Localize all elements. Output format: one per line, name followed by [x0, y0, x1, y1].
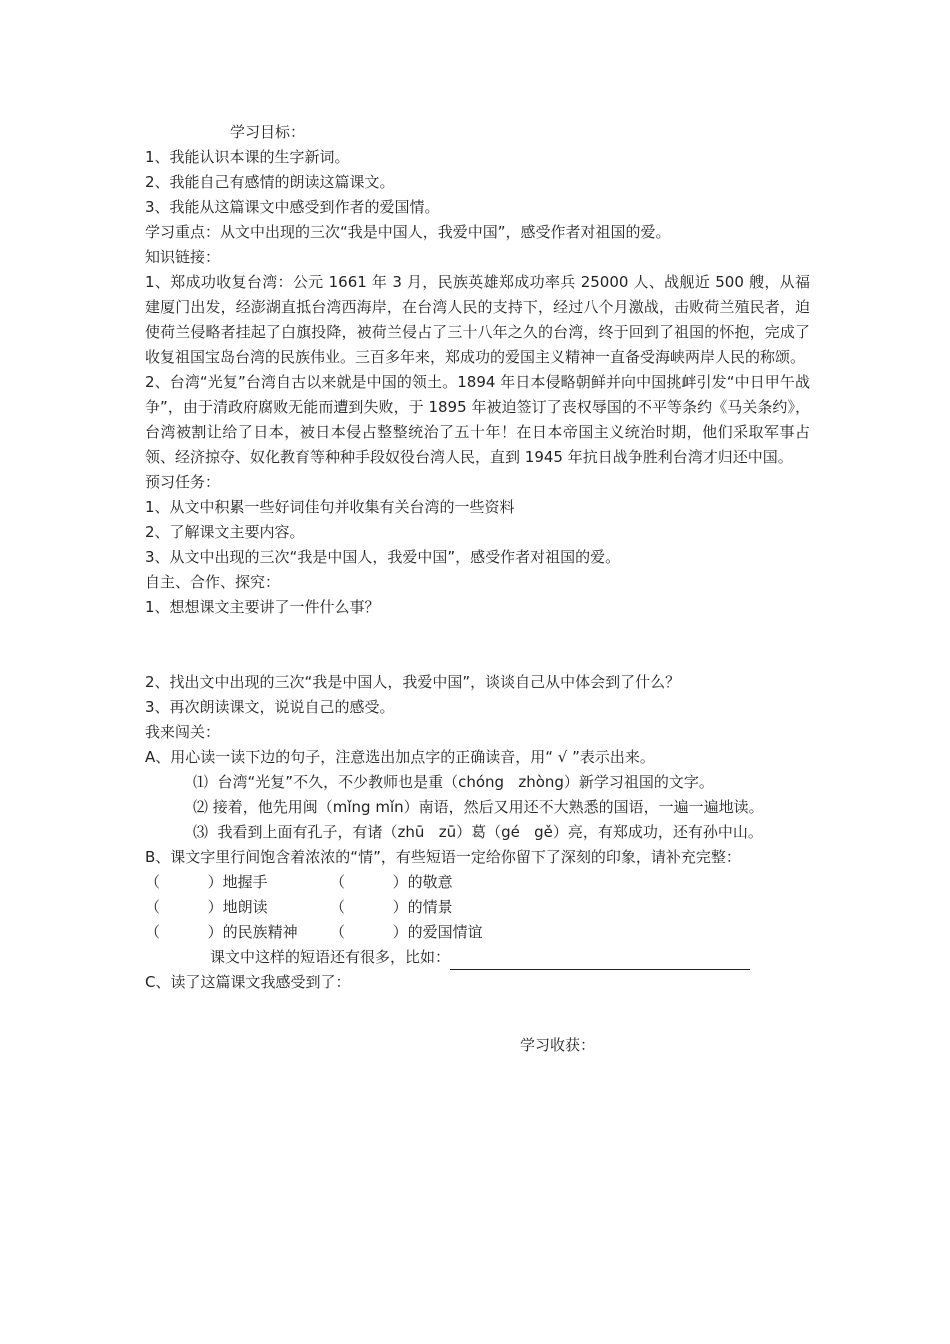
preview-item: 1、从文中积累一些好词佳句并收集有关台湾的一些资料: [145, 498, 515, 516]
knowledge-paragraph: 1、郑成功收复台湾：公元 1661 年 3 月，民族英雄郑成功率兵 25000 人、战舰近 500 艘，从福建厦门出发，经澎湖直抵台湾西海岸，在台湾人民的支持下，经过八个月激战，击败荷兰殖民者，迫使荷兰侵略者挂起了白旗投降，被荷兰侵占了三十八年之久的台湾，终于回到了祖国的怀抱，完成了收复祖国宝岛台湾的民族伟业。三百多年来，郑成功的爱国主义精神一直备受海峡两岸人民的称颂。: [145, 273, 810, 366]
fill-blank[interactable]: （ ）的情景: [330, 898, 453, 916]
more-phrases-line: [145, 945, 810, 970]
answer-space[interactable]: [145, 620, 810, 670]
fill-blank-row: [145, 920, 810, 945]
worksheet: [145, 120, 810, 1058]
fill-blank[interactable]: （ ）的爱国情谊: [330, 923, 483, 941]
answer-underline[interactable]: [450, 952, 750, 970]
part-b-instruction: B、课文字里行间饱含着浓浓的“情”，有些短语一定给你留下了深刻的印象，请补充完整：: [145, 848, 741, 866]
fill-blank-row: [145, 870, 810, 895]
explore-question: 2、找出文中出现的三次“我是中国人，我爱中国”，谈谈自己从中体会到了什么？: [145, 673, 681, 691]
preview-title: 预习任务：: [145, 473, 221, 491]
part-a-instruction: A、用心读一读下边的句子，注意选出加点字的正确读音，用“ √ ”表示出来。: [145, 748, 655, 766]
goal-item: 2、我能自己有感情的朗读这篇课文。: [145, 173, 395, 191]
preview-item: 3、从文中出现的三次“我是中国人，我爱中国”，感受作者对祖国的爱。: [145, 548, 621, 566]
fill-blank[interactable]: （ ）地握手: [145, 873, 268, 891]
preview-item: 2、了解课文主要内容。: [145, 523, 305, 541]
fill-blank[interactable]: （ ）地朗读: [145, 898, 268, 916]
part-c-prompt: C、读了这篇课文我感受到了：: [145, 973, 351, 991]
knowledge-paragraph: 2、台湾“光复”台湾自古以来就是中国的领土。1894 年日本侵略朝鲜并向中国挑衅引发“中日甲午战争”，由于清政府腐败无能而遭到失败，于 1895 年被迫签订了丧权辱国的不平等条约《马关条约》，台湾被割让给了日本，被日本侵占整整统治了五十年！在日本帝国主义统治时期，他们采取军事占领、经济掠夺、奴化教育等种种手段奴役台湾人民，直到 1945 年抗日战争胜利台湾才归还中国。: [145, 373, 810, 466]
fill-blank[interactable]: （ ）的民族精神: [145, 923, 298, 941]
pronunciation-item: ⑴ 台湾“光复”不久，不少教师也是重（chóng zhòng）新学习祖国的文字。: [193, 773, 714, 791]
knowledge-title: 知识链接：: [145, 248, 221, 266]
explore-question: 1、想想课文主要讲了一件什么事？: [145, 598, 380, 616]
pronunciation-item: ⑵ 接着，他先用闽（mǐng mǐn）南语，然后又用还不大熟悉的国语，一遍一遍地读。: [193, 798, 764, 816]
harvest-title: 学习收获：: [520, 1036, 596, 1054]
fill-blank[interactable]: （ ）的敬意: [330, 873, 453, 891]
goals-title: 学习目标：: [230, 123, 306, 141]
pronunciation-item: ⑶ 我看到上面有孔子，有诸（zhū zū）葛（gé gě）亮，有郑成功，还有孙中山。: [193, 823, 763, 841]
goal-item: 1、我能认识本课的生字新词。: [145, 148, 350, 166]
key-point: 学习重点：从文中出现的三次“我是中国人，我爱中国”，感受作者对祖国的爱。: [145, 223, 671, 241]
explore-question: 3、再次朗读课文，说说自己的感受。: [145, 698, 395, 716]
fill-blank-row: [145, 895, 810, 920]
explore-title: 自主、合作、探究：: [145, 573, 281, 591]
goal-item: 3、我能从这篇课文中感受到作者的爱国情。: [145, 198, 440, 216]
challenge-title: 我来闯关：: [145, 723, 221, 741]
more-phrases-label: 课文中这样的短语还有很多，比如：: [210, 948, 451, 966]
